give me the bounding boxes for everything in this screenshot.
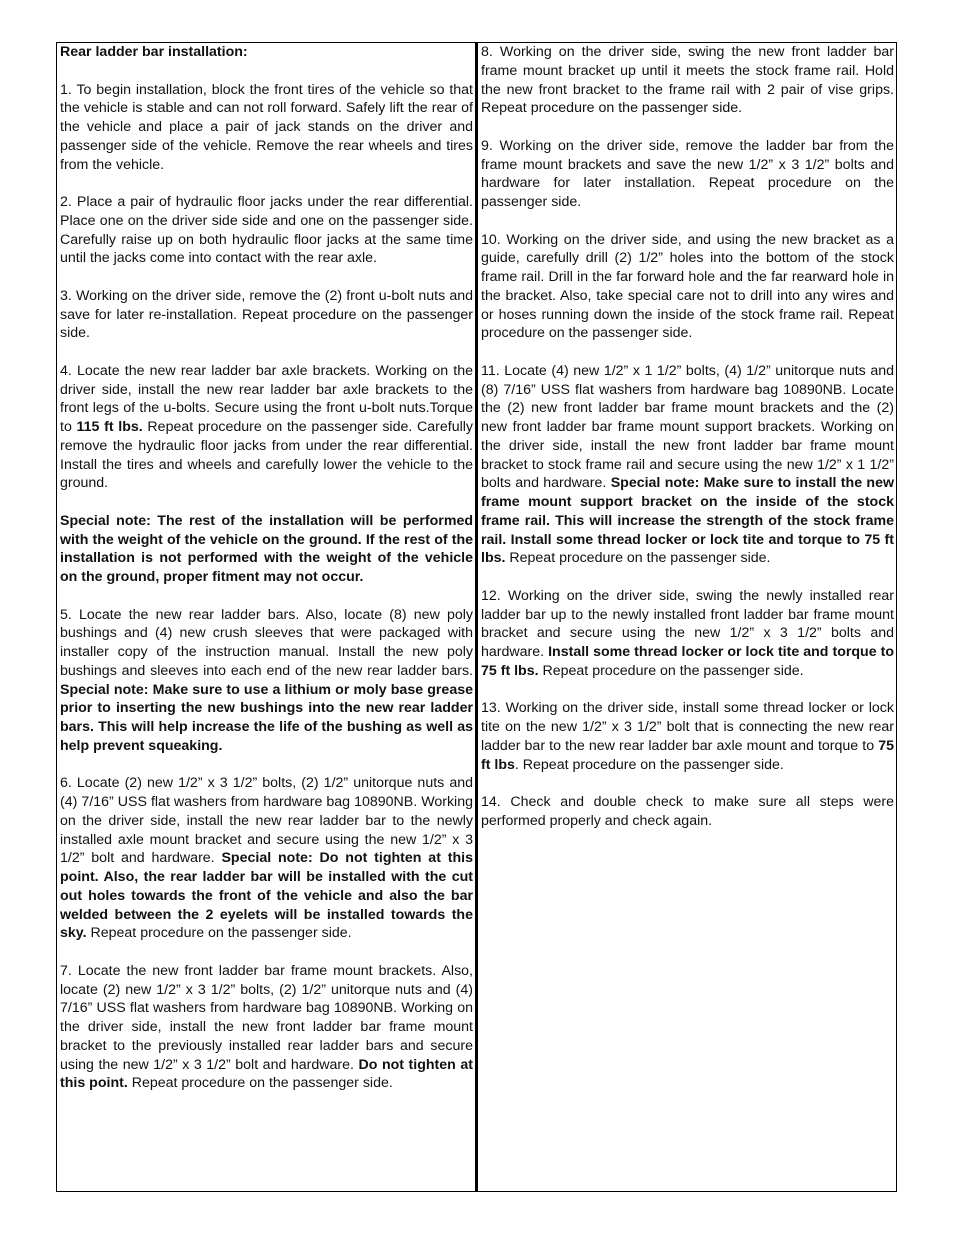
special-note-text: Special note: The rest of the installation will be performed with the weight of the vehicle on the ground. If the rest of the installation is not performed with the weight of the vehicle on the ground, proper fitment may not occur. xyxy=(60,512,473,585)
step-11-text: 11. Locate (4) new 1/2” x 1 1/2” bolts, (4) 1/2” unitorque nuts and (8) 7/16” USS flat washers from hardware bag 10890NB. Locate the (2) new front ladder bar frame mount brackets and the (2) new front ladder bar frame mount support brackets. Working on the driver side, install the new front ladder bar frame mount bracket to stock frame rail and secure using the new 1/2” x 1 1/2” bolts and hardware. xyxy=(481,362,894,492)
step-13 xyxy=(481,699,894,774)
step-12-text: 12. Working on the driver side, swing the newly installed rear ladder bar up to the newly installed front ladder bar frame mount bracket and secure using the new 1/2” x 3 1/2” bolts and hardware. xyxy=(481,587,894,660)
step-4-text: 4. Locate the new rear ladder bar axle brackets. Working on the driver side, install the new rear ladder bar axle brackets to the front legs of the u-bolts. Secure using the front u-bolt nuts.Torque to xyxy=(60,362,473,435)
step-6-note: Special note: Do not tighten at this point. Also, the rear ladder bar will be installed with the cut out holes towards the front of the vehicle and also the bar welded between the 2 eyelets will be installed towards the sky. xyxy=(60,850,473,942)
step-5-note: Special note: Make sure to use a lithium or moly base grease prior to inserting the new bushings into the new rear ladder bars. This will help increase the life of the bushing as well as help prevent squeaking. xyxy=(60,681,473,754)
step-6 xyxy=(60,774,473,943)
step-1: 1. To begin installation, block the front tires of the vehicle so that the vehicle is stable and can not roll forward. Safely lift the rear of the vehicle and place a pair of jack stands on the driver and passenger side of the vehicle. Remove the rear wheels and tires from the vehicle. xyxy=(60,81,473,173)
step-13-text: 13. Working on the driver side, install some thread locker or lock tite on the new 1/2” x 3 1/2” bolt that is connecting the new rear ladder bar to the new rear ladder bar axle mount and torque to xyxy=(481,700,894,754)
step-5-text: 5. Locate the new rear ladder bars. Also, locate (8) new poly bushings and (4) new crush sleeves that were packaged with installer copy of the instruction manual. Install the new poly bushings and sleeves into each end of the new rear ladder bars. xyxy=(60,606,473,679)
step-7 xyxy=(60,962,473,1093)
left-column xyxy=(56,42,478,1192)
step-7-text-end: Repeat procedure on the passenger side. xyxy=(127,1075,393,1092)
section-heading: Rear ladder bar installation: xyxy=(60,44,248,60)
step-12 xyxy=(481,587,894,681)
special-note xyxy=(60,512,473,587)
step-4-text-end: Repeat procedure on the passenger side. Carefully remove the hydraulic floor jacks from under the rear differential. Install the tires and wheels and carefully lower the vehicle to the ground. xyxy=(60,419,473,492)
step-8: 8. Working on the driver side, swing the new front ladder bar frame mount bracket up until it meets the stock frame rail. Hold the new front bracket to the frame rail with 2 pair of vise grips. Repeat procedure on the passenger side. xyxy=(481,44,894,117)
step-9: 9. Working on the driver side, remove the ladder bar from the frame mount brackets and save the new 1/2” x 3 1/2” bolts and hardware for later installation. Repeat procedure on the passenger side. xyxy=(481,137,894,210)
step-4-torque: 115 ft lbs. xyxy=(76,419,143,435)
step-13-text-end: . Repeat procedure on the passenger side. xyxy=(514,756,784,773)
step-4 xyxy=(60,362,473,493)
step-5 xyxy=(60,606,473,756)
step-12-note: Install some thread locker or lock tite and torque to 75 ft lbs. xyxy=(481,644,895,679)
step-12-text-end: Repeat procedure on the passenger side. xyxy=(538,662,804,679)
step-10: 10. Working on the driver side, and using the new bracket as a guide, carefully drill (2) 1/2” holes into the bottom of the stock frame rail. Drill in the far forward hole and the far rearward hole in the bracket. Also, take special care not to drill into any wires and or hoses running down the inside of the stock frame rail. Repeat procedure on the passenger side. xyxy=(481,231,894,342)
step-13-torque: 75 ft lbs xyxy=(481,737,894,773)
step-6-text: 6. Locate (2) new 1/2” x 3 1/2” bolts, (2) 1/2” unitorque nuts and (4) 7/16” USS flat washers from hardware bag 10890NB. Working on the driver side, install the new rear ladder bar to the newly installed axle mount bracket and secure using the new 1/2” x 3 1/2” bolt and hardware. xyxy=(60,775,473,867)
step-7-text: 7. Locate the new front ladder bar frame mount brackets. Also, locate (2) new 1/2” x 3 1/2” bolts, (2) 1/2” unitorque nuts and (4) 7/16” USS flat washers from hardware bag 10890NB. Working on the driver side, install the new front ladder bar frame mount bracket to the previously installed rear ladder bars and secure using the new 1/2” x 3 1/2” bolt and hardware. xyxy=(60,962,473,1073)
step-3: 3. Working on the driver side, remove the (2) front u-bolt nuts and save for later re-installation. Repeat procedure on the passenger side. xyxy=(60,287,473,342)
step-11-note: Special note: Make sure to install the new frame mount support bracket on the inside of the stock frame rail. This will increase the strength of the stock frame rail. Install some thread locker or lock tite and torque to 75 ft lbs. xyxy=(481,475,894,567)
step-11-text-end: Repeat procedure on the passenger side. xyxy=(505,550,771,567)
step-14: 14. Check and double check to make sure all steps were performed properly and check again. xyxy=(481,794,894,829)
step-6-text-end: Repeat procedure on the passenger side. xyxy=(86,925,352,942)
step-11 xyxy=(481,362,894,568)
instruction-sheet xyxy=(56,42,897,1192)
right-column xyxy=(478,42,897,1192)
step-2: 2. Place a pair of hydraulic floor jacks under the rear differential. Place one on the driver side side and one on the passenger side. Carefully raise up on both hydraulic floor jacks at the same time until the jacks come into contact with the rear axle. xyxy=(60,194,473,267)
step-7-note: Do not tighten at this point. xyxy=(60,1056,473,1092)
